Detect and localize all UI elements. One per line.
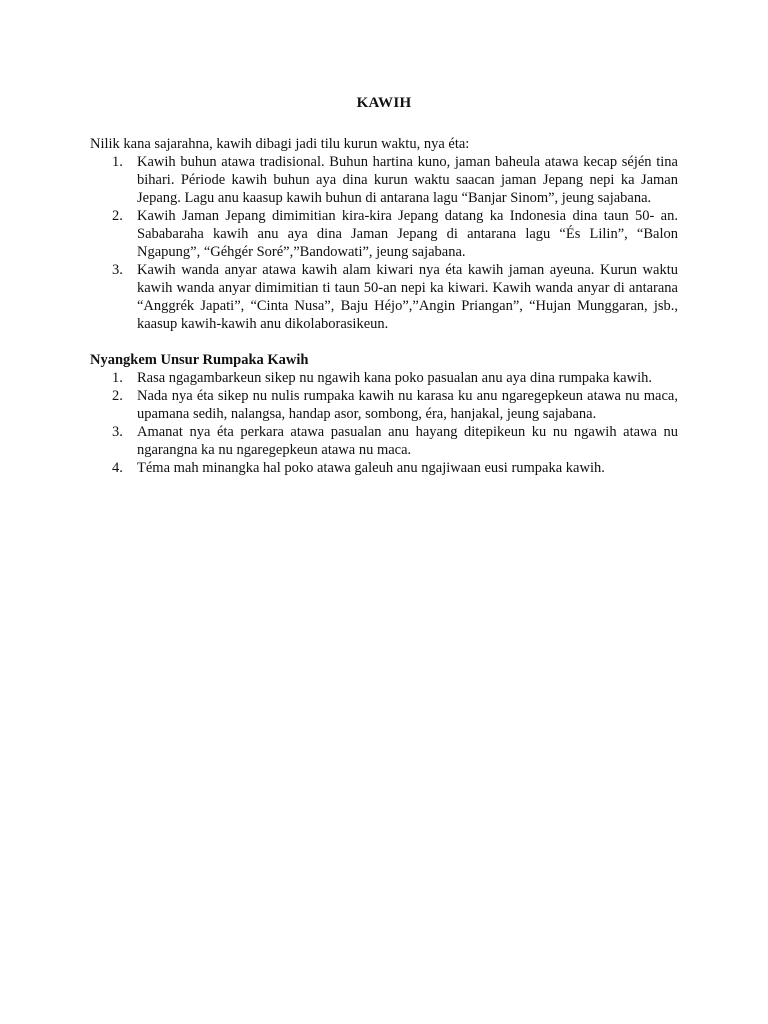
list-number: 2.	[112, 388, 123, 404]
list-item	[90, 207, 678, 261]
list-number: 1.	[112, 370, 123, 386]
list-item	[90, 387, 678, 423]
list-item	[90, 459, 678, 477]
list-item-text: Rasa ngagambarkeun sikep nu ngawih kana poko pasualan anu aya dina rumpaka kawih.	[137, 370, 652, 386]
document-title: KAWIH	[356, 95, 412, 111]
document-page	[90, 94, 678, 477]
periods-list	[90, 153, 678, 333]
list-item-text: Téma mah minangka hal poko atawa galeuh anu ngajiwaan eusi rumpaka kawih.	[137, 460, 605, 476]
list-item-text: Nada nya éta sikep nu nulis rumpaka kawih nu karasa ku anu ngaregepkeun atawa nu maca, upamana sedih, nalangsa, handap asor, sombong, éra, hanjakal, jeung sajabana.	[137, 388, 678, 422]
list-number: 2.	[112, 208, 123, 224]
list-item-text: Kawih buhun atawa tradisional. Buhun hartina kuno, jaman baheula atawa kecap séjén tina bihari. Période kawih buhun aya dina kurun waktu saacan jaman Jepang nepi ka Jaman Jepang. Lagu anu kaasup kawih buhun di antarana lagu “Banjar Sinom”, jeung sajabana.	[137, 154, 678, 206]
section-heading: Nyangkem Unsur Rumpaka Kawih	[90, 352, 309, 368]
list-number: 1.	[112, 154, 123, 170]
list-item	[90, 369, 678, 387]
list-number: 3.	[112, 262, 123, 278]
list-number: 3.	[112, 424, 123, 440]
list-item	[90, 423, 678, 459]
elements-list	[90, 369, 678, 477]
list-item-text: Amanat nya éta perkara atawa pasualan anu hayang ditepikeun ku nu ngawih atawa nu ngarangna ka nu ngaregepkeun atawa nu maca.	[137, 424, 678, 458]
list-item-text: Kawih wanda anyar atawa kawih alam kiwari nya éta kawih jaman ayeuna. Kurun waktu kawih wanda anyar dimimitian ti taun 50-an nepi ka kiwari. Kawih wanda anyar di antarana “Anggrék Japati”, “Cinta Nusa”, Baju Héjo”,”Angin Priangan”, “Hujan Munggaran, jsb., kaasup kawih-kawih anu dikolaborasikeun.	[137, 262, 678, 332]
intro-paragraph: Nilik kana sajarahna, kawih dibagi jadi tilu kurun waktu, nya éta:	[90, 136, 470, 152]
list-number: 4.	[112, 460, 123, 476]
list-item	[90, 153, 678, 207]
list-item	[90, 261, 678, 333]
list-item-text: Kawih Jaman Jepang dimimitian kira-kira Jepang datang ka Indonesia dina taun 50- an. Sababaraha kawih anu aya dina Jaman Jepang di antarana lagu “És Lilin”, “Balon Ngapung”, “Géhgér Soré”,”Bandowati”, jeung sajabana.	[137, 208, 678, 260]
